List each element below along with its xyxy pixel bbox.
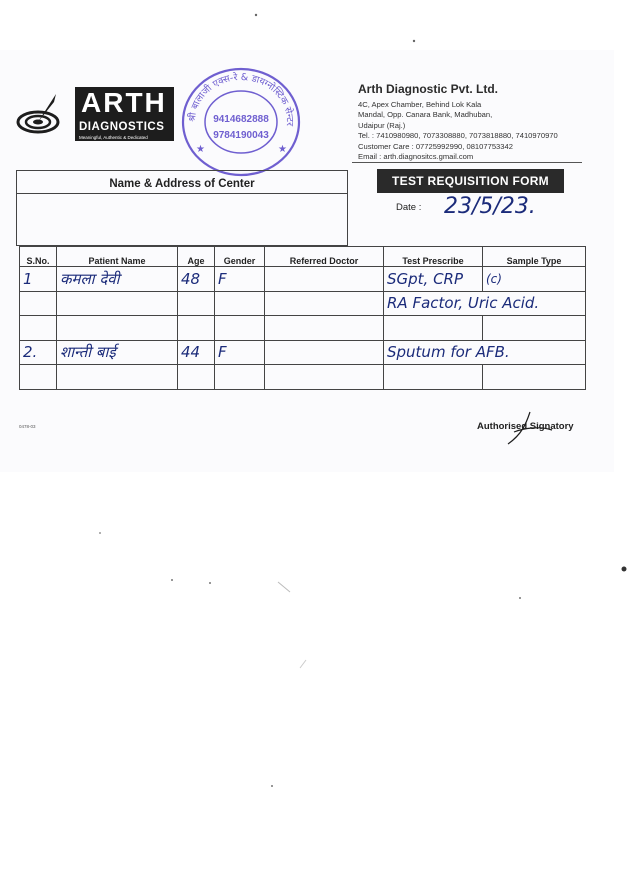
col-header-sno: S.No. (20, 247, 57, 267)
col-header-referred-doctor: Referred Doctor (265, 247, 384, 267)
form-title: TEST REQUISITION FORM (377, 169, 564, 193)
stamp-ring-text: श्री बालाजी एक्स-रे & डायग्नोस्टिक सेन्टर (186, 71, 296, 127)
cell-gender: F (215, 340, 265, 365)
cell-age: 44 (178, 340, 215, 365)
form-code: 0478-03 (19, 424, 36, 429)
cell-test-prescribe: Sputum for AFB. (384, 340, 586, 365)
center-box-heading: Name & Address of Center (17, 171, 347, 194)
cell-patient-name: शान्ती बाई (57, 340, 178, 365)
cell-test-prescribe: RA Factor, Uric Acid. (384, 291, 586, 316)
authorised-signatory-label: Authorised Signatory (477, 421, 574, 432)
logo-tagline: Meaningful, Authentic & Dedicated (79, 135, 148, 140)
email-line: Email : arth.diagnositcs.gmail.com (358, 152, 474, 162)
company-name: Arth Diagnostic Pvt. Ltd. (358, 82, 499, 96)
stamp-star-icon: ★ (278, 144, 287, 155)
logo-brand: ARTH (81, 87, 167, 118)
col-header-age: Age (178, 247, 215, 267)
address-line: 4C, Apex Chamber, Behind Lok Kala (358, 100, 482, 109)
stamp-star-icon: ★ (196, 144, 205, 155)
address-line: Mandal, Opp. Canara Bank, Madhuban, (358, 110, 493, 120)
logo-subtitle: DIAGNOSTICS (79, 121, 165, 133)
col-header-patient-name: Patient Name (57, 247, 178, 267)
date-value: 23/5/23. (444, 194, 536, 219)
cell-sno: 2. (20, 340, 57, 365)
col-header-gender: Gender (215, 247, 265, 267)
col-header-test-prescribe: Test Prescribe (384, 247, 483, 267)
cell-sno: 1 (20, 267, 57, 292)
address-line: Udaipur (Raj.) (358, 120, 406, 130)
col-header-sample-type: Sample Type (483, 247, 586, 267)
cell-patient-name: कमला देवी (57, 267, 178, 292)
phone-line: Tel. : 7410980980, 7073308880, 7073818880, 7410970970 (358, 131, 558, 141)
stamp-phone-1: 9414682888 (213, 114, 269, 125)
stamp-phone-2: 9784190043 (213, 130, 269, 141)
date-label: Date : (396, 202, 422, 213)
cell-age: 48 (178, 267, 215, 292)
customer-care-line: Customer Care : 07725992990, 08107753342 (358, 141, 513, 151)
cell-sample-type: (c) (483, 267, 586, 292)
cell-gender: F (215, 267, 265, 292)
cell-test-prescribe: SGpt, CRP (384, 267, 483, 292)
